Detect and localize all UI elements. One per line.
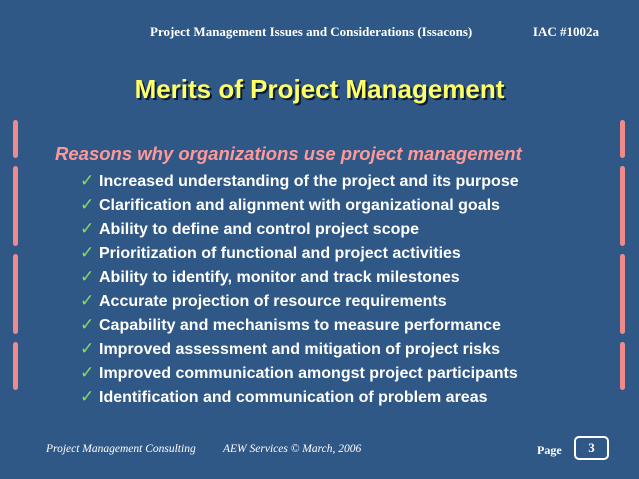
bullet-item (80, 193, 519, 217)
bullet-item (80, 313, 519, 337)
footer-copyright: AEW Services © March, 2006 (223, 443, 362, 455)
page-number: 3 (574, 436, 609, 460)
checkmark-icon: ✓ (80, 363, 95, 382)
bullet-text: Identification and communication of problem areas (99, 389, 488, 406)
checkmark-icon: ✓ (80, 387, 95, 406)
header-code: IAC #1002a (532, 24, 599, 39)
bullet-text: Increased understanding of the project and its purpose (99, 173, 519, 190)
bullet-item (80, 361, 519, 385)
checkmark-icon: ✓ (80, 195, 95, 214)
bullet-item (80, 169, 519, 193)
slide-title: Merits of Project Management (134, 74, 505, 104)
checkmark-icon: ✓ (80, 291, 95, 310)
page-label: Page (537, 443, 562, 457)
bullet-item (80, 385, 519, 409)
bullet-item (80, 217, 519, 241)
bullet-text: Improved communication amongst project participants (99, 365, 518, 382)
right-accent-bar (620, 120, 625, 390)
bullet-item (80, 337, 519, 361)
bullet-text: Ability to identify, monitor and track milestones (99, 269, 460, 286)
bullet-text: Ability to define and control project scope (99, 221, 420, 238)
bullet-text: Accurate projection of resource requirements (99, 293, 447, 310)
bullet-text: Clarification and alignment with organizational goals (99, 197, 500, 214)
bullet-text: Prioritization of functional and project activities (99, 245, 461, 262)
slide-subtitle: Reasons why organizations use project management (55, 143, 522, 164)
bullet-item (80, 265, 519, 289)
checkmark-icon: ✓ (80, 243, 95, 262)
bullet-text: Capability and mechanisms to measure performance (99, 317, 501, 334)
checkmark-icon: ✓ (80, 267, 95, 286)
checkmark-icon: ✓ (80, 171, 95, 190)
checkmark-icon: ✓ (80, 339, 95, 358)
checkmark-icon: ✓ (80, 315, 95, 334)
bullet-item (80, 289, 519, 313)
bullet-item (80, 241, 519, 265)
left-accent-bar (13, 120, 18, 390)
bullet-text: Improved assessment and mitigation of project risks (99, 341, 500, 358)
footer-company: Project Management Consulting (46, 443, 196, 455)
bullet-list (80, 169, 519, 409)
header-title: Project Management Issues and Considerations (Issacons) (150, 24, 473, 39)
checkmark-icon: ✓ (80, 219, 95, 238)
